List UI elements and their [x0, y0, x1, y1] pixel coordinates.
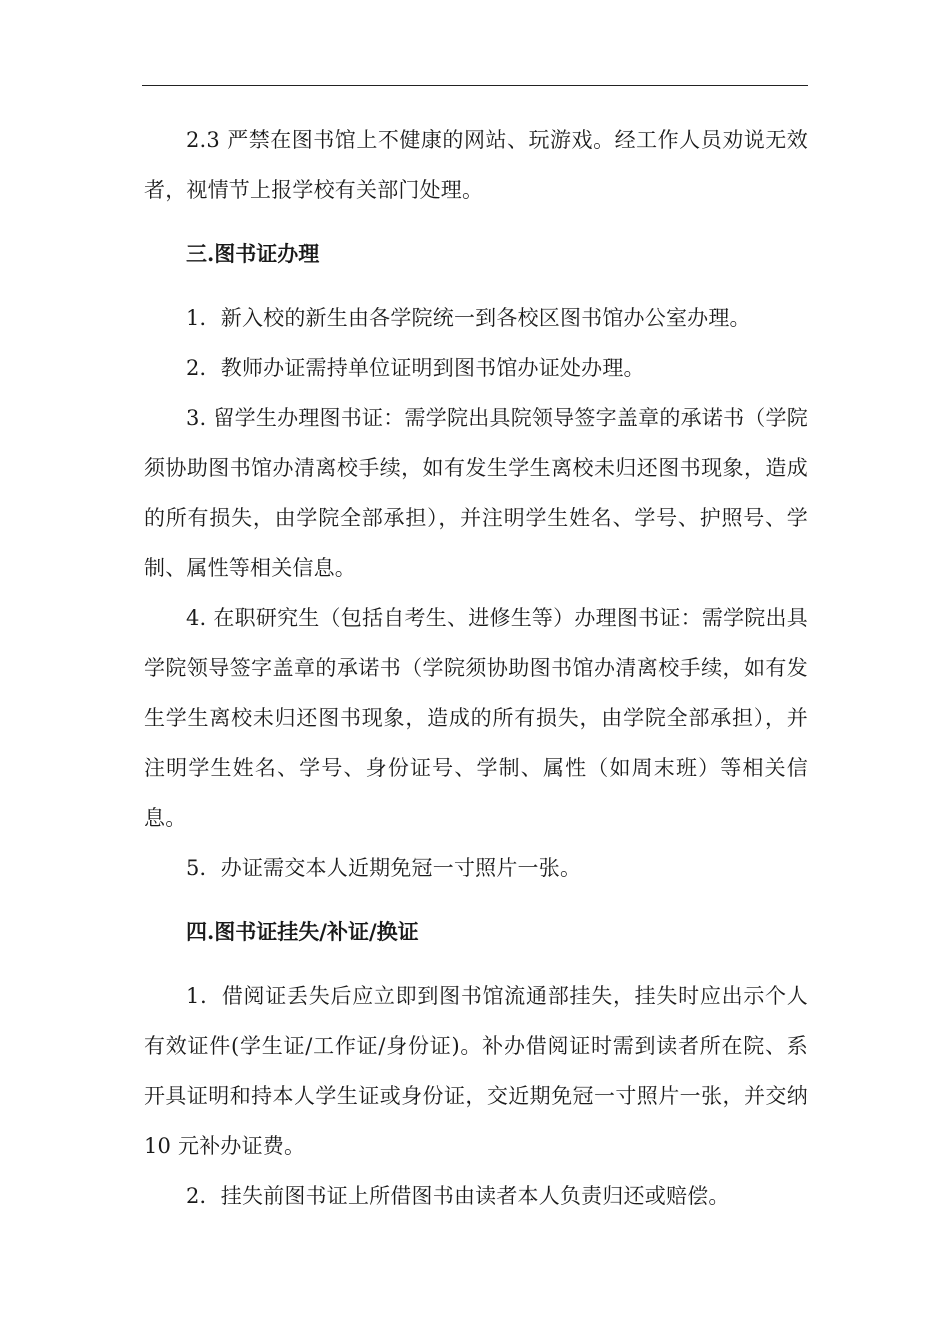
header-rule: [142, 85, 808, 86]
paragraph-international-students: 3. 留学生办理图书证：需学院出具院领导签字盖章的承诺书（学院须协助图书馆办清离校手续，如有发生学生离校未归还图书现象，造成的所有损失，由学院全部承担），并注明学生姓名、学号、护照号、学制、属性等相关信息。: [144, 406, 808, 580]
paragraph-borrowed-books-responsibility: 2．挂失前图书证上所借图书由读者本人负责归还或赔偿。: [186, 1184, 730, 1208]
paragraph-2-3: 2.3 严禁在图书馆上不健康的网站、玩游戏。经工作人员劝说无效者，视情节上报学校有关部门处理。: [144, 128, 808, 202]
paragraph-in-service-graduates: 4. 在职研究生（包括自考生、进修生等）办理图书证：需学院出具学院领导签字盖章的承诺书（学院须协助图书馆办清离校手续，如有发生学生离校未归还图书现象，造成的所有损失，由学院全部承担），并注明学生姓名、学号、身份证号、学制、属性（如周末班）等相关信息。: [144, 606, 808, 830]
paragraph-teachers: 2．教师办证需持单位证明到图书馆办证处办理。: [186, 356, 645, 380]
paragraph-photo-requirement: 5．办证需交本人近期免冠一寸照片一张。: [186, 856, 582, 880]
section-heading-library-card-application: 三.图书证办理: [186, 241, 320, 266]
document-body: [144, 115, 808, 1221]
section-heading-card-loss-replacement: 四.图书证挂失/补证/换证: [186, 919, 419, 944]
paragraph-new-students: 1．新入校的新生由各学院统一到各校区图书馆办公室办理。: [186, 306, 751, 330]
paragraph-card-loss-procedure: 1．借阅证丢失后应立即到图书馆流通部挂失，挂失时应出示个人有效证件(学生证/工作证/身份证)。补办借阅证时需到读者所在院、系开具证明和持本人学生证或身份证，交近期免冠一寸照片一张，并交纳 10 元补办证费。: [144, 984, 808, 1158]
